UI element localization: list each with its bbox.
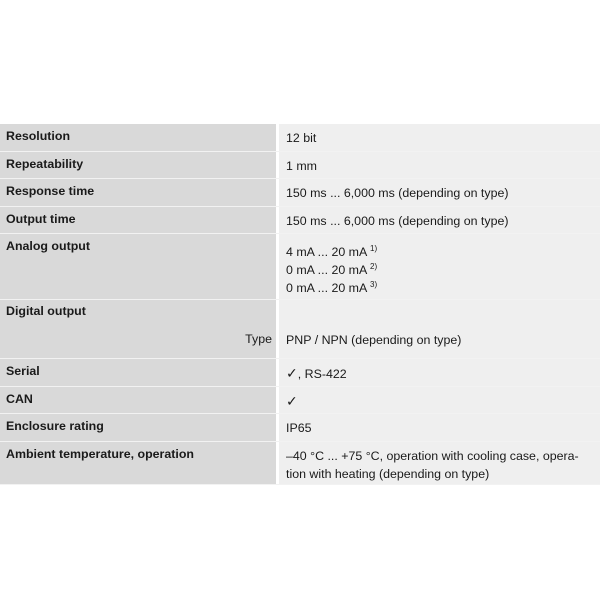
spec-label: Enclosure rating	[0, 414, 276, 441]
spec-sublabel: Type	[245, 332, 272, 346]
spec-label: Repeatability	[0, 152, 276, 179]
spec-label: Response time	[0, 179, 276, 206]
spec-row-digital-output	[0, 300, 600, 359]
footnote-marker: 3)	[370, 279, 378, 289]
spec-value: 150 ms ... 6,000 ms (depending on type)	[279, 179, 600, 206]
spec-row-resolution	[0, 124, 600, 152]
analog-output-line: 0 mA ... 20 mA $^{3)}$	[286, 279, 378, 295]
footnote-marker: 2)	[370, 261, 378, 271]
spec-row-ambient-temperature	[0, 442, 600, 485]
analog-output-line: 4 mA ... 20 mA $^{1)}$	[286, 243, 378, 259]
analog-output-line: 0 mA ... 20 mA $^{2)}$	[286, 261, 378, 277]
spec-row-can	[0, 387, 600, 415]
spec-label: Serial	[0, 359, 276, 386]
spec-row-repeatability	[0, 152, 600, 180]
spec-value: ✓, RS-422	[279, 359, 600, 386]
spec-table	[0, 124, 600, 485]
spec-value: 1 mm	[279, 152, 600, 179]
spec-label: Ambient temperature, operation	[0, 442, 276, 484]
spec-row-enclosure-rating	[0, 414, 600, 442]
spec-value	[279, 234, 600, 299]
checkmark-icon: ✓	[286, 392, 298, 409]
spec-row-response-time	[0, 179, 600, 207]
spec-value: 150 ms ... 6,000 ms (depending on type)	[279, 207, 600, 234]
spec-row-output-time	[0, 207, 600, 235]
spec-label: CAN	[0, 387, 276, 414]
spec-label: Digital output Type	[0, 300, 276, 358]
checkmark-icon: ✓	[286, 365, 298, 381]
spec-value: PNP / NPN (depending on type)	[279, 300, 600, 358]
spec-label: Analog output	[0, 234, 276, 299]
spec-value: –40 °C ... +75 °C, operation with cooling case, opera- tion with heating (depending on type)	[279, 442, 600, 484]
spec-label: Output time	[0, 207, 276, 234]
spec-row-serial	[0, 359, 600, 387]
spec-value	[279, 387, 600, 414]
spec-value: 12 bit	[279, 124, 600, 151]
footnote-marker: 1)	[370, 243, 378, 253]
spec-label: Resolution	[0, 124, 276, 151]
spec-value: IP65	[279, 414, 600, 441]
spec-row-analog-output	[0, 234, 600, 300]
